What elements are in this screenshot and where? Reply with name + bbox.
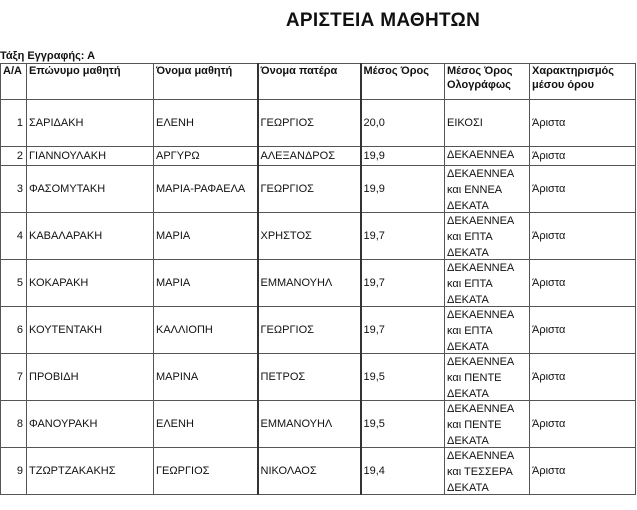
average-words-text: ΔΕΚΑΕΝΝΕΑ και ΕΝΝΕΑ ΔΕΚΑΤΑ — [447, 168, 514, 212]
cell-aa: 1 — [1, 100, 27, 147]
cell-surname: ΚΟΚΑΡΑΚΗ — [27, 260, 154, 307]
page-title: ΑΡΙΣΤΕΙΑ ΜΑΘΗΤΩΝ — [285, 10, 481, 31]
cell-average: 19,7 — [361, 260, 445, 307]
cell-aa: 6 — [1, 307, 27, 354]
cell-aa: 3 — [1, 166, 27, 213]
cell-average: 19,7 — [361, 213, 445, 260]
cell-surname: ΚΑΒΑΛΑΡΑΚΗ — [27, 213, 154, 260]
cell-average: 19,9 — [361, 147, 445, 166]
header-average-words: Μέσος Όρος Ολογράφως — [445, 64, 530, 100]
table-row — [1, 100, 636, 147]
cell-average-words — [445, 448, 530, 495]
cell-average-words — [445, 166, 530, 213]
cell-average-words: ΕΙΚΟΣΙ — [445, 100, 530, 147]
cell-characterization: Άριστα — [530, 213, 636, 260]
table-row — [1, 166, 636, 213]
table-row — [1, 401, 636, 448]
cell-characterization: Άριστα — [530, 448, 636, 495]
header-name: Όνομα μαθητή — [154, 64, 258, 100]
table-row — [1, 448, 636, 495]
cell-name: ΜΑΡΙΝΑ — [154, 354, 258, 401]
cell-name: ΕΛΕΝΗ — [154, 100, 258, 147]
cell-average-words — [445, 354, 530, 401]
table-row — [1, 307, 636, 354]
cell-father: ΧΡΗΣΤΟΣ — [258, 213, 361, 260]
table-row — [1, 147, 636, 166]
cell-aa: 9 — [1, 448, 27, 495]
cell-characterization: Άριστα — [530, 147, 636, 166]
cell-name: ΜΑΡΙΑ — [154, 213, 258, 260]
cell-surname: ΚΟΥΤΕΝΤΑΚΗ — [27, 307, 154, 354]
average-words-text: ΔΕΚΑΕΝΝΕΑ και ΠΕΝΤΕ ΔΕΚΑΤΑ — [447, 356, 514, 400]
cell-aa: 4 — [1, 213, 27, 260]
average-words-text: ΔΕΚΑΕΝΝΕΑ και ΤΕΣΣΕΡΑ ΔΕΚΑΤΑ — [447, 450, 514, 494]
cell-father: ΕΜΜΑΝΟΥΗΛ — [258, 260, 361, 307]
cell-average: 19,5 — [361, 354, 445, 401]
cell-characterization: Άριστα — [530, 166, 636, 213]
cell-name: ΑΡΓΥΡΩ — [154, 147, 258, 166]
cell-father: ΝΙΚΟΛΑΟΣ — [258, 448, 361, 495]
cell-average-words — [445, 213, 530, 260]
cell-aa: 7 — [1, 354, 27, 401]
class-label: Τάξη Εγγραφής: Α — [0, 50, 96, 62]
average-words-text: ΔΕΚΑΕΝΝΕΑ και ΠΕΝΤΕ ΔΕΚΑΤΑ — [447, 403, 514, 447]
cell-average: 20,0 — [361, 100, 445, 147]
table-header-row — [1, 64, 636, 100]
average-words-text: ΔΕΚΑΕΝΝΕΑ και ΕΠΤΑ ΔΕΚΑΤΑ — [447, 309, 514, 353]
cell-father: ΕΜΜΑΝΟΥΗΛ — [258, 401, 361, 448]
header-average: Μέσος Όρος — [361, 64, 445, 100]
cell-father: ΑΛΕΞΑΝΔΡΟΣ — [258, 147, 361, 166]
cell-average: 19,9 — [361, 166, 445, 213]
cell-surname: ΓΙΑΝΝΟΥΛΑΚΗ — [27, 147, 154, 166]
cell-aa: 2 — [1, 147, 27, 166]
cell-surname: ΤΖΩΡΤΖΑΚΑΚΗΣ — [27, 448, 154, 495]
header-aa: Α/Α — [1, 64, 27, 100]
cell-characterization: Άριστα — [530, 260, 636, 307]
header-surname: Επώνυμο μαθητή — [27, 64, 154, 100]
cell-characterization: Άριστα — [530, 100, 636, 147]
table-row — [1, 213, 636, 260]
cell-surname: ΦΑΣΟΜΥΤΑΚΗ — [27, 166, 154, 213]
cell-name: ΓΕΩΡΓΙΟΣ — [154, 448, 258, 495]
header-father: Όνομα πατέρα — [258, 64, 361, 100]
cell-surname: ΦΑΝΟΥΡΑΚΗ — [27, 401, 154, 448]
cell-characterization: Άριστα — [530, 307, 636, 354]
cell-name: ΕΛΕΝΗ — [154, 401, 258, 448]
cell-aa: 8 — [1, 401, 27, 448]
header-characterization: Χαρακτηρισμός μέσου όρου — [530, 64, 636, 100]
cell-name: ΚΑΛΛΙΟΠΗ — [154, 307, 258, 354]
cell-father: ΠΕΤΡΟΣ — [258, 354, 361, 401]
cell-average-words — [445, 260, 530, 307]
cell-characterization: Άριστα — [530, 354, 636, 401]
cell-father: ΓΕΩΡΓΙΟΣ — [258, 100, 361, 147]
average-words-text: ΔΕΚΑΕΝΝΕΑ και ΕΠΤΑ ΔΕΚΑΤΑ — [447, 262, 514, 306]
cell-characterization: Άριστα — [530, 401, 636, 448]
cell-name: ΜΑΡΙΑ-ΡΑΦΑΕΛΑ — [154, 166, 258, 213]
table-row — [1, 260, 636, 307]
cell-father: ΓΕΩΡΓΙΟΣ — [258, 166, 361, 213]
average-words-text: ΔΕΚΑΕΝΝΕΑ και ΕΠΤΑ ΔΕΚΑΤΑ — [447, 215, 514, 259]
cell-average-words — [445, 307, 530, 354]
table-row — [1, 354, 636, 401]
cell-aa: 5 — [1, 260, 27, 307]
honors-table — [0, 63, 636, 495]
cell-average-words — [445, 147, 530, 166]
cell-average-words — [445, 401, 530, 448]
cell-average: 19,7 — [361, 307, 445, 354]
cell-surname: ΠΡΟΒΙΔΗ — [27, 354, 154, 401]
cell-father: ΓΕΩΡΓΙΟΣ — [258, 307, 361, 354]
cell-surname: ΣΑΡΙΔΑΚΗ — [27, 100, 154, 147]
average-words-text: ΔΕΚΑΕΝΝΕΑ — [447, 149, 514, 161]
cell-average: 19,5 — [361, 401, 445, 448]
cell-average: 19,4 — [361, 448, 445, 495]
cell-name: ΜΑΡΙΑ — [154, 260, 258, 307]
